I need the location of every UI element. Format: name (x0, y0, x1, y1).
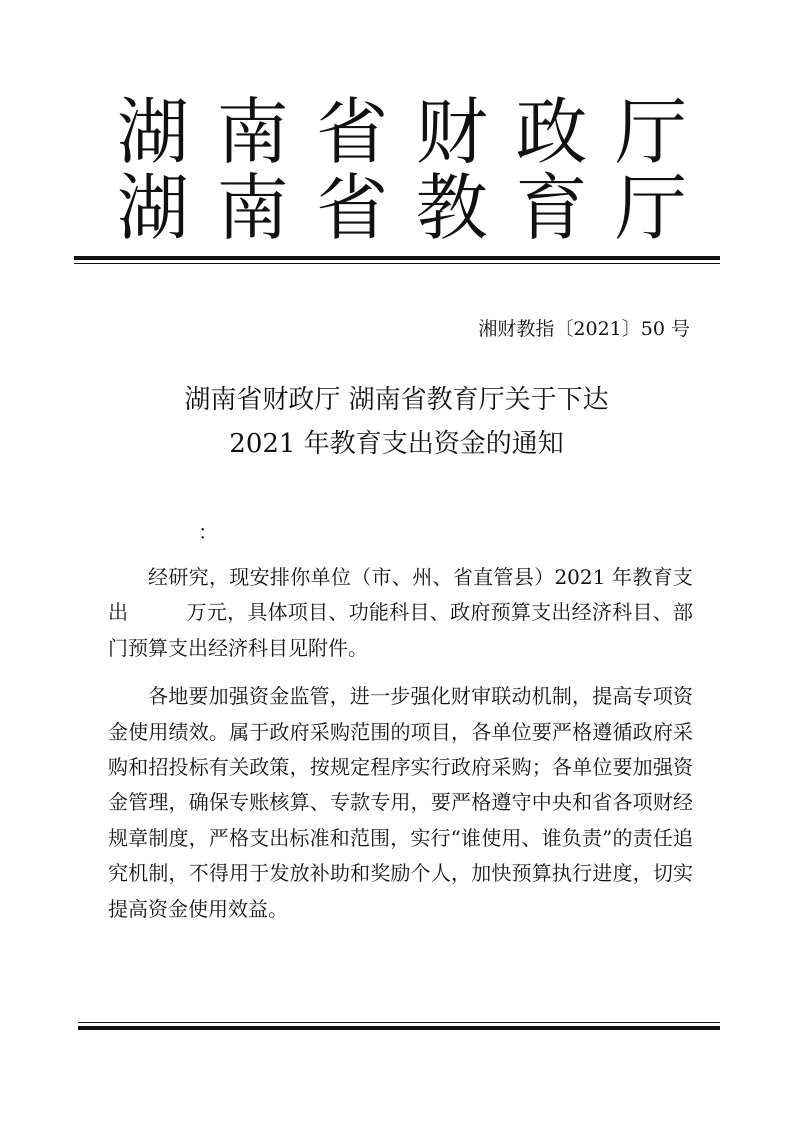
header-separator-rule (74, 256, 720, 264)
title-line-1: 湖南省财政厅 湖南省教育厅关于下达 (184, 385, 609, 415)
paragraph-1 (108, 560, 693, 666)
paragraph-2: 各地要加强资金监管，进一步强化财审联动机制，提高专项资金使用绩效。属于政府采购范围的项目，各单位要严格遵循政府采购和招投标有关政策，按规定程序实行政府采购；各单位要加强资金管理，确保专账核算、专款专用，要严格遵守中央和省各项财经规章制度，严格支出标准和范围，实行“谁使用、谁负责”的责任追究机制，不得用于发放补助和奖励个人，加快预算执行进度，切实提高资金使用效益。 (108, 684, 693, 921)
issuing-org-finance (112, 92, 692, 172)
org-char: 南 (216, 90, 289, 174)
addressee: ： (198, 520, 218, 544)
org-char: 湖 (116, 90, 189, 174)
org-char: 财 (415, 90, 488, 174)
org-char: 政 (515, 90, 588, 174)
thick-line (74, 256, 720, 260)
paragraph-1-text-a: 经研究，现安排你单位（市、州、省直管县）2021 年教育支出 (108, 565, 693, 625)
title-line-2: 2021 年教育支出资金的通知 (229, 429, 564, 459)
paragraph-1-text-b: 万元，具体项目、功能科目、政府预算支出经济科目、部门预算支出经济科目见附件。 (108, 600, 694, 660)
thin-line (78, 1022, 720, 1023)
issuing-org-education (112, 168, 692, 248)
org-char: 省 (316, 90, 389, 174)
org-char: 育 (515, 166, 588, 250)
org-char: 教 (415, 166, 488, 250)
org-char: 省 (316, 166, 389, 250)
document-number: 湘财教指〔2021〕50 号 (478, 318, 690, 340)
footer-separator-rule (78, 1022, 720, 1030)
document-body (108, 560, 693, 927)
org-char: 厅 (614, 166, 687, 250)
org-char: 厅 (614, 90, 687, 174)
document-title (60, 378, 733, 466)
thin-line (74, 263, 720, 264)
thick-line (78, 1026, 720, 1030)
org-char: 南 (216, 166, 289, 250)
org-char: 湖 (116, 166, 189, 250)
